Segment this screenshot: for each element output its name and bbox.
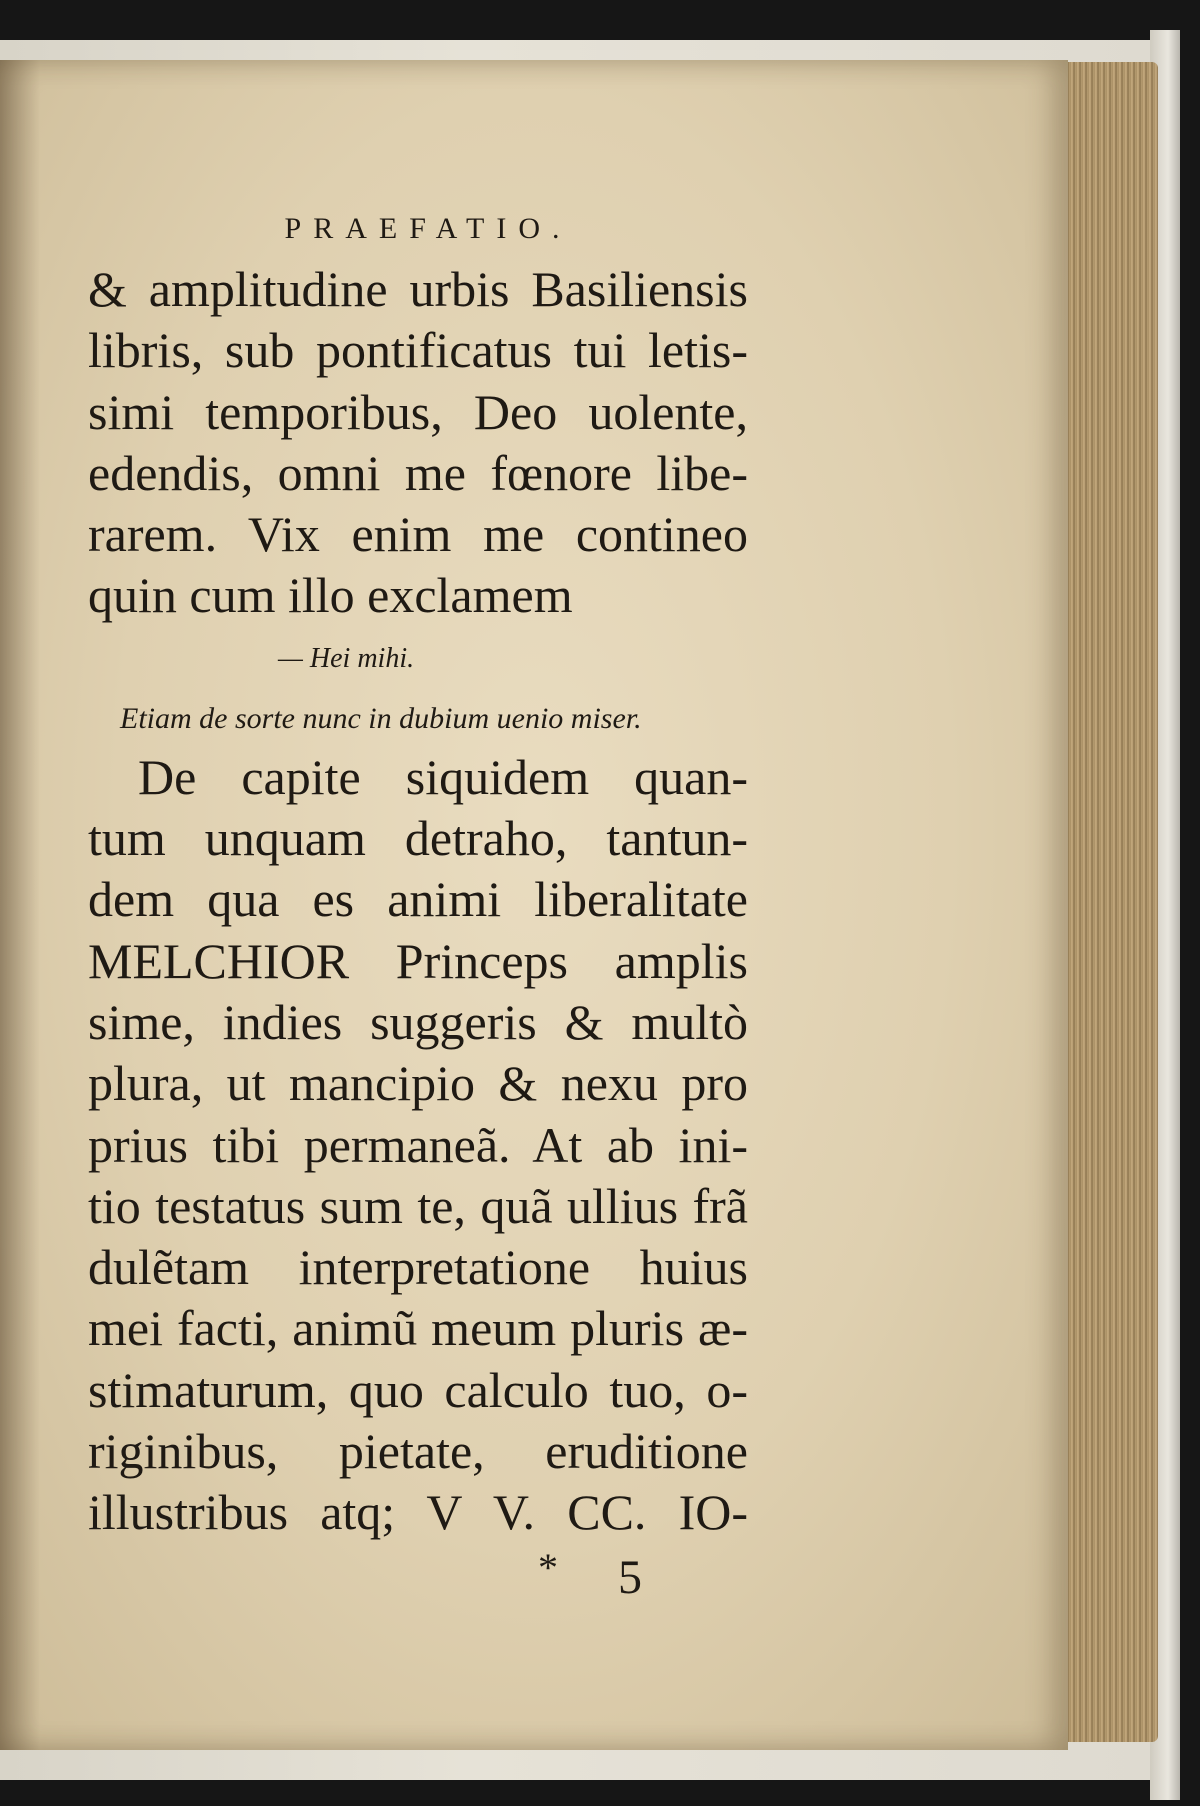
text-line: MELCHIOR Princeps amplis [88, 932, 748, 989]
page-gutter-shadow [0, 60, 40, 1750]
page-footer [88, 1544, 748, 1614]
text-line: sime, indies suggeris & multò [88, 993, 748, 1050]
text-line: simi temporibus, Deo uolente, [88, 383, 748, 440]
text-line: libris, sub pontificatus tui letis- [88, 322, 748, 379]
text-line: prius tibi permaneã. At ab ini- [88, 1116, 748, 1173]
quotation-line: Etiam de sorte nunc in dubium uenio miser. [120, 701, 642, 735]
quotation-line: — Hei mihi. [278, 642, 415, 674]
text-line: illustribus atq; V V. CC. IO- [88, 1484, 748, 1541]
text-line: tio testatus sum te, quã ullius frã [88, 1177, 748, 1234]
text-line: plura, ut mancipio & nexu pro [88, 1055, 748, 1112]
folio-number: 5 [618, 1550, 642, 1604]
text-line: mei facti, animũ meum pluris æ- [88, 1300, 748, 1357]
text-line: quin cum illo exclamem [88, 567, 573, 624]
text-line: De capite siquidem quan- [138, 748, 748, 805]
text-line: dem qua es animi liberalitate [88, 871, 748, 928]
page-text-block [88, 205, 748, 1614]
text-line: rarem. Vix enim me contineo [88, 506, 748, 563]
text-line: tum unquam detraho, tantun- [88, 810, 748, 867]
text-line: riginibus, pietate, eruditione [88, 1423, 748, 1480]
text-line: dulẽtam interpretatione huius [88, 1239, 748, 1296]
text-line: stimaturum, quo calculo tuo, o- [88, 1361, 748, 1418]
text-line: edendis, omni me fœnore libe- [88, 444, 748, 501]
running-head: PRAEFATIO. [284, 212, 572, 245]
text-line: & amplitudine urbis Basiliensis [88, 261, 748, 317]
signature-mark: * [538, 1544, 558, 1590]
